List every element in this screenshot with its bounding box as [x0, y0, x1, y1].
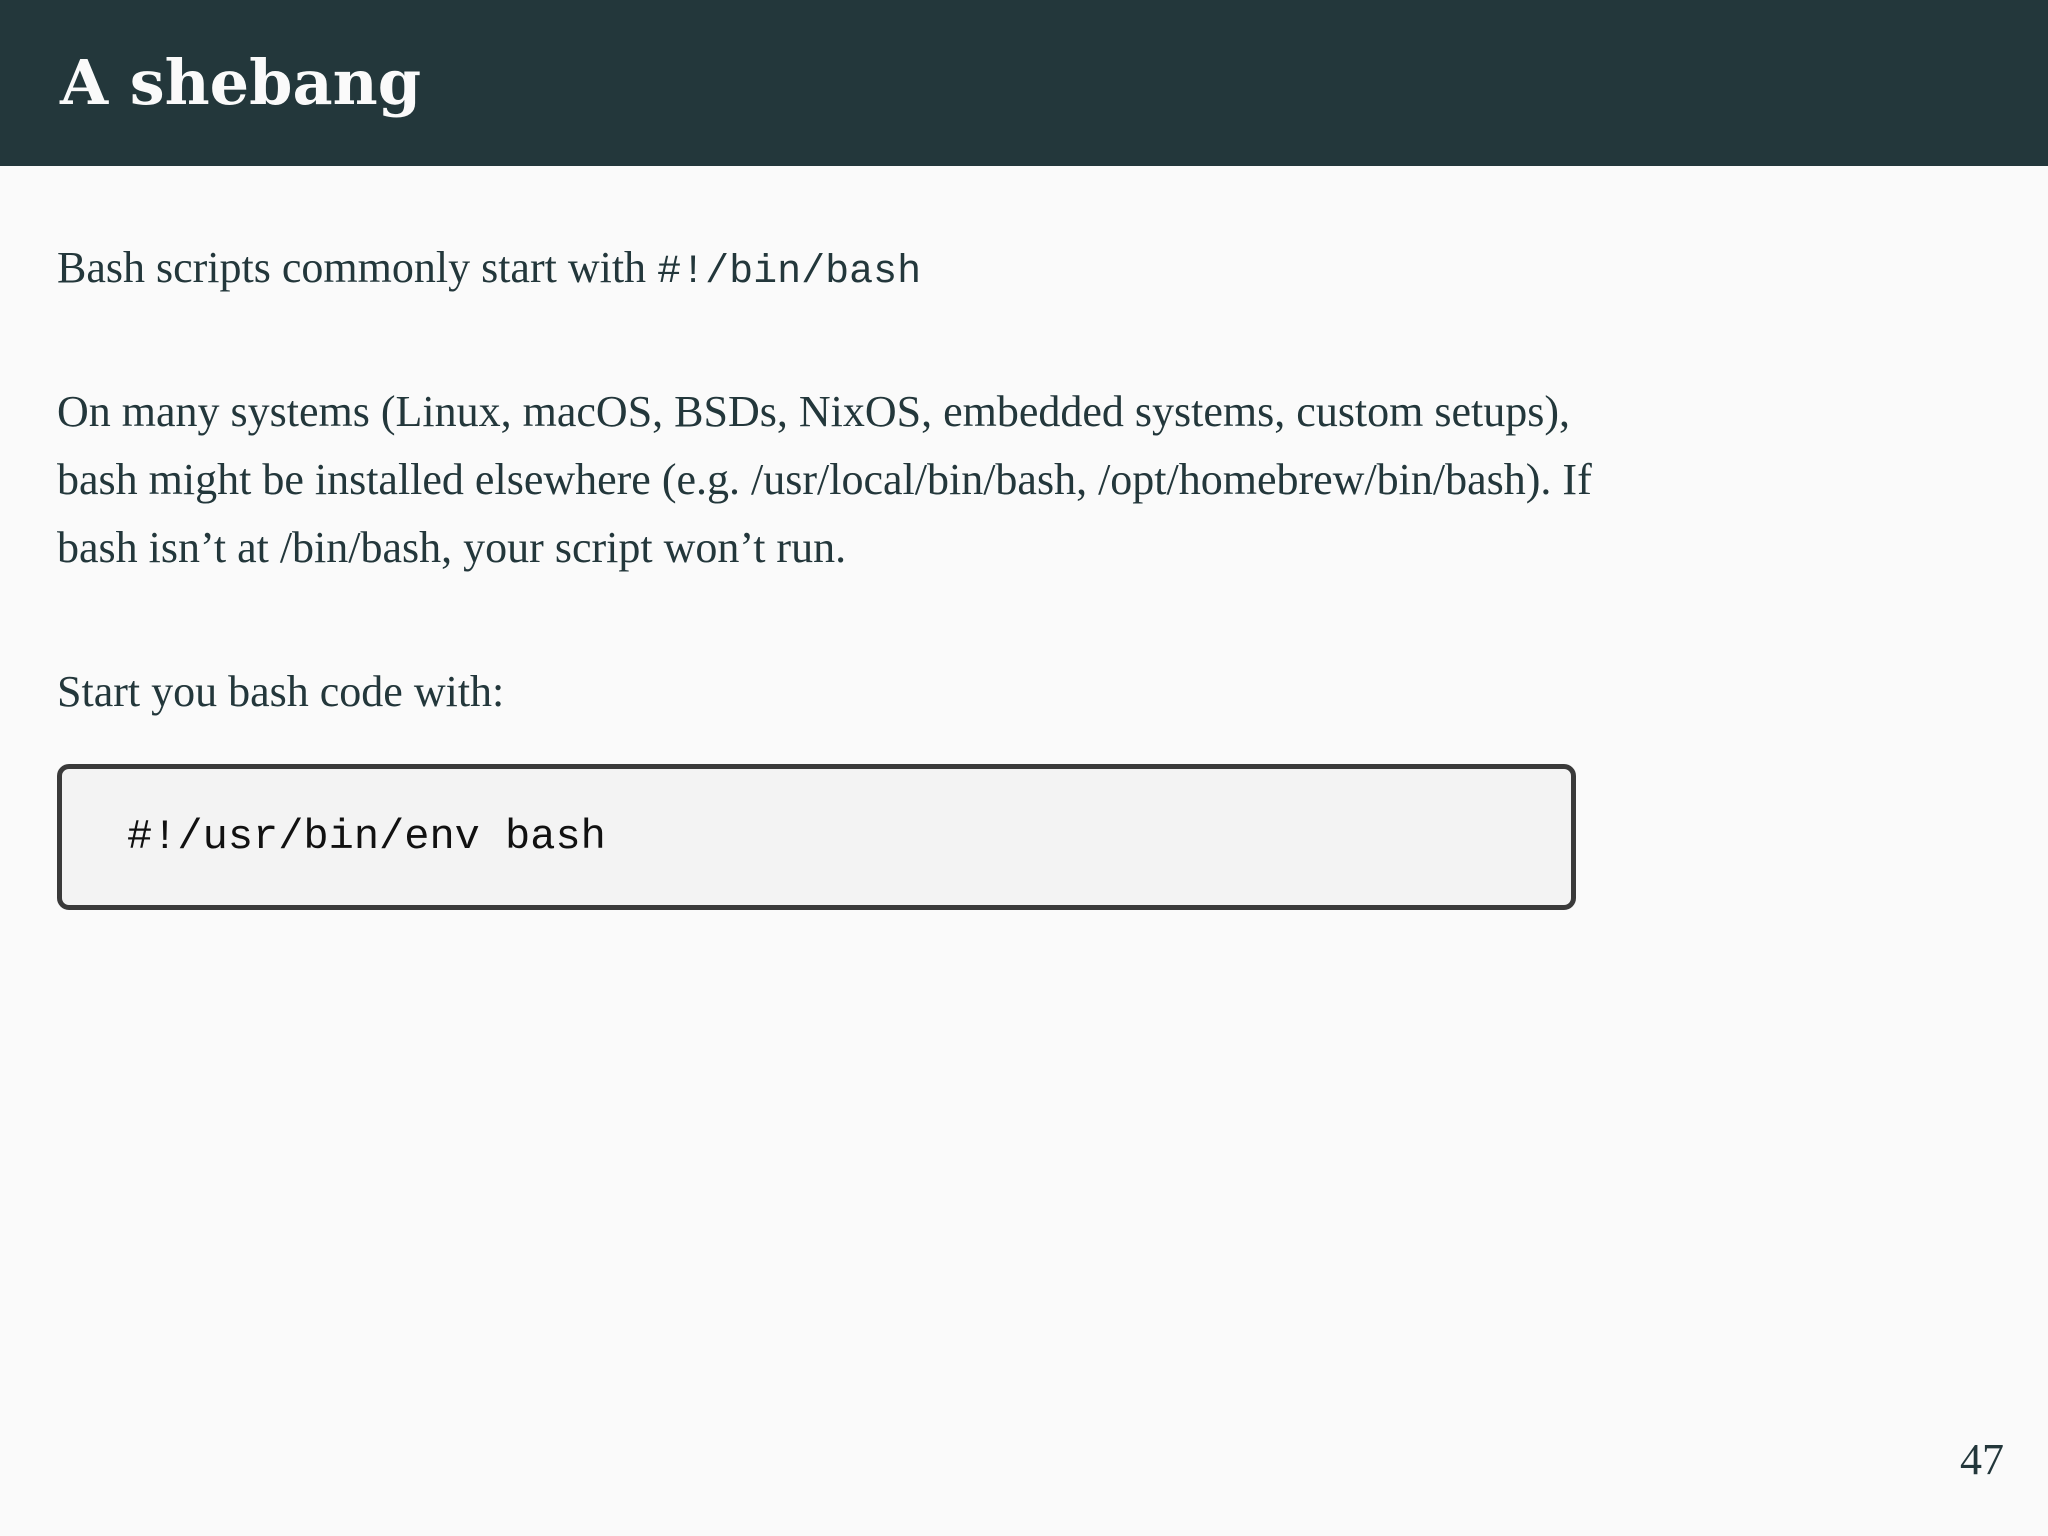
- intro-paragraph: [57, 234, 921, 307]
- slide-title: A shebang: [60, 46, 422, 119]
- instruction-paragraph: Start you bash code with:: [57, 667, 505, 716]
- code-block: [57, 764, 1576, 910]
- title-bar: [0, 0, 2048, 166]
- intro-text: Bash scripts commonly start with: [57, 243, 658, 292]
- code-line-shebang: #!/usr/bin/env bash: [127, 813, 606, 861]
- systems-paragraph: On many systems (Linux, macOS, BSDs, NixOS, embedded systems, custom setups), bash might be installed elsewhere (e.g. /usr/local/bin/bash, /opt/homebrew/bin/bash). If bash isn’t at /bin/bash, your script won’t run.: [57, 387, 1592, 572]
- page-number: 47: [1960, 1435, 2004, 1484]
- inline-code-shebang: #!/bin/bash: [657, 250, 922, 295]
